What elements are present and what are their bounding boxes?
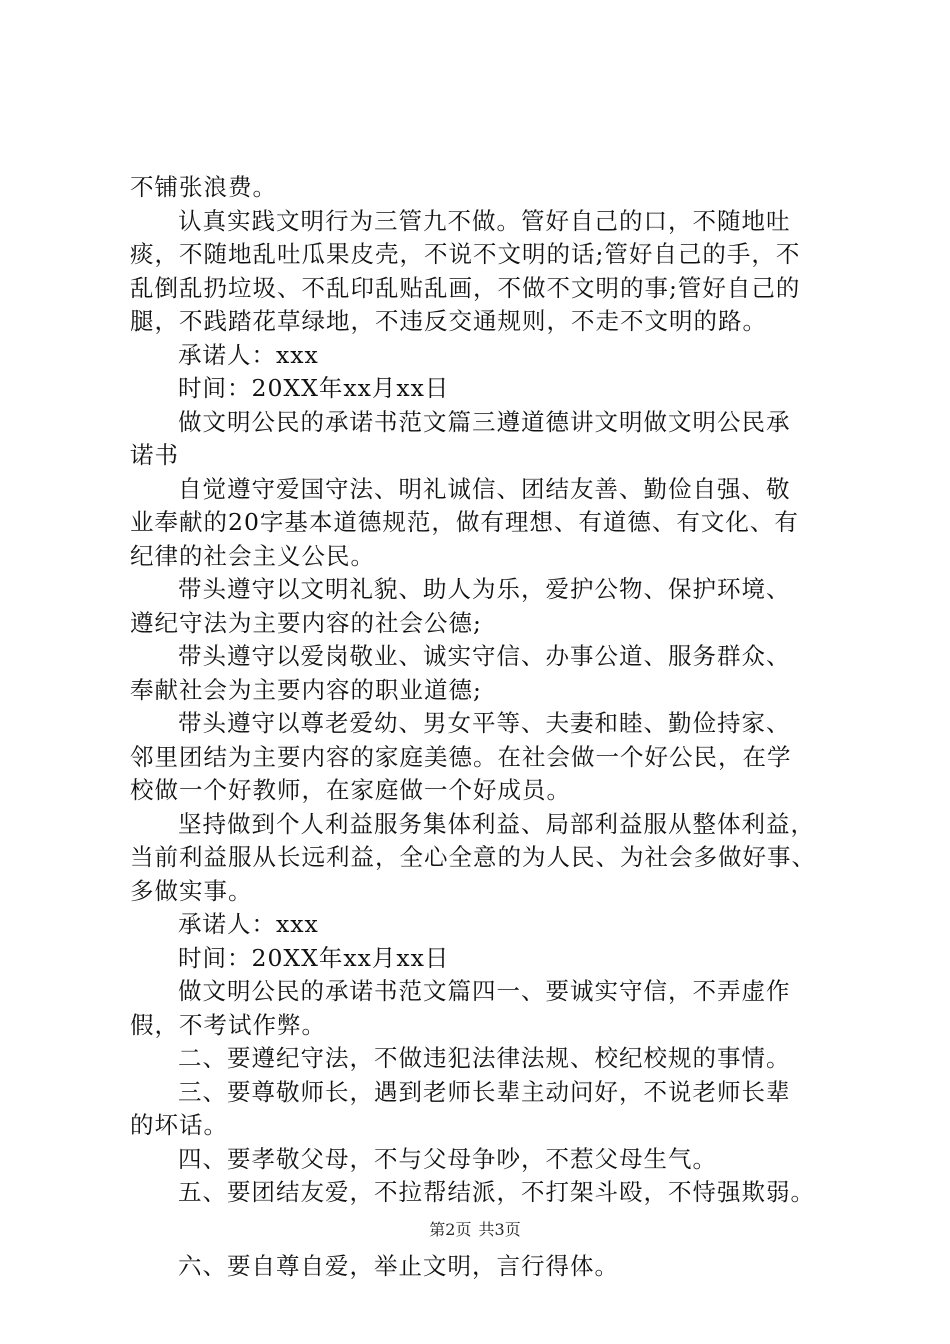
list-item: 五、要团结友爱，不拉帮结派，不打架斗殴，不恃强欺弱。 (178, 1178, 815, 1206)
date-line: 时间：20XX年xx月xx日 (178, 374, 450, 402)
list-item: 六、要自尊自爱，举止文明，言行得体。 (178, 1251, 619, 1280)
text-line: 假，不考试作弊。 (130, 1010, 326, 1039)
text-line: 认真实践文明行为三管九不做。管好自己的口，不随地吐 (178, 206, 791, 235)
promiser-line: 承诺人：xxx (178, 340, 319, 369)
text-line: 带头遵守以尊老爱幼、男女平等、夫妻和睦、勤俭持家、 (178, 709, 791, 737)
text-line: 痰，不随地乱吐瓜果皮壳，不说不文明的话;管好自己的手，不 (130, 240, 801, 268)
list-item: 二、要遵纪守法，不做违犯法律法规、校纪校规的事情。 (178, 1044, 791, 1072)
text-line: 遵纪守法为主要内容的社会公德; (130, 608, 482, 637)
text-line: 纪律的社会主义公民。 (130, 541, 375, 570)
text-line: 邻里团结为主要内容的家庭美德。在社会做一个好公民，在学 (130, 742, 792, 771)
text-line: 自觉遵守爱国守法、明礼诚信、团结友善、勤俭自强、敬 (178, 474, 791, 503)
section-heading: 做文明公民的承诺书范文篇四一、要诚实守信，不弄虚作 (178, 977, 791, 1005)
page-number: 第2页 (429, 1220, 472, 1239)
section-heading: 做文明公民的承诺书范文篇三遵道德讲文明做文明公民承 (178, 407, 791, 436)
text-line: 坚持做到个人利益服务集体利益、局部利益服从整体利益， (178, 809, 815, 838)
text-line: 业奉献的20字基本道德规范，做有理想、有道德、有文化、有 (130, 508, 799, 536)
text-line: 奉献社会为主要内容的职业道德; (130, 675, 482, 704)
text-line: 的坏话。 (130, 1111, 228, 1139)
date-line: 时间：20XX年xx月xx日 (178, 943, 450, 972)
text-line: 带头遵守以文明礼貌、助人为乐，爱护公物、保护环境、 (178, 575, 791, 603)
text-line: 乱倒乱扔垃圾、不乱印乱贴乱画，不做不文明的事;管好自己的 (130, 273, 801, 302)
text-line: 带头遵守以爱岗敬业、诚实守信、办事公道、服务群众、 (178, 642, 791, 670)
text-line: 诺书 (130, 441, 179, 469)
page-total: 共3页 (478, 1220, 521, 1239)
document-body (130, 171, 850, 1283)
text-line: 多做实事。 (130, 876, 253, 905)
page-footer (0, 1217, 950, 1240)
text-line: 当前利益服从长远利益，全心全意的为人民、为社会多做好事、 (130, 843, 816, 871)
promiser-line: 承诺人：xxx (178, 910, 319, 938)
list-item: 三、要尊敬师长，遇到老师长辈主动问好，不说老师长辈 (178, 1077, 791, 1106)
text-line: 校做一个好教师，在家庭做一个好成员。 (130, 776, 571, 804)
text-line: 不铺张浪费。 (130, 173, 277, 201)
text-line: 腿，不践踏花草绿地，不违反交通规则，不走不文明的路。 (130, 307, 767, 335)
list-item: 四、要孝敬父母，不与父母争吵，不惹父母生气。 (178, 1144, 717, 1173)
